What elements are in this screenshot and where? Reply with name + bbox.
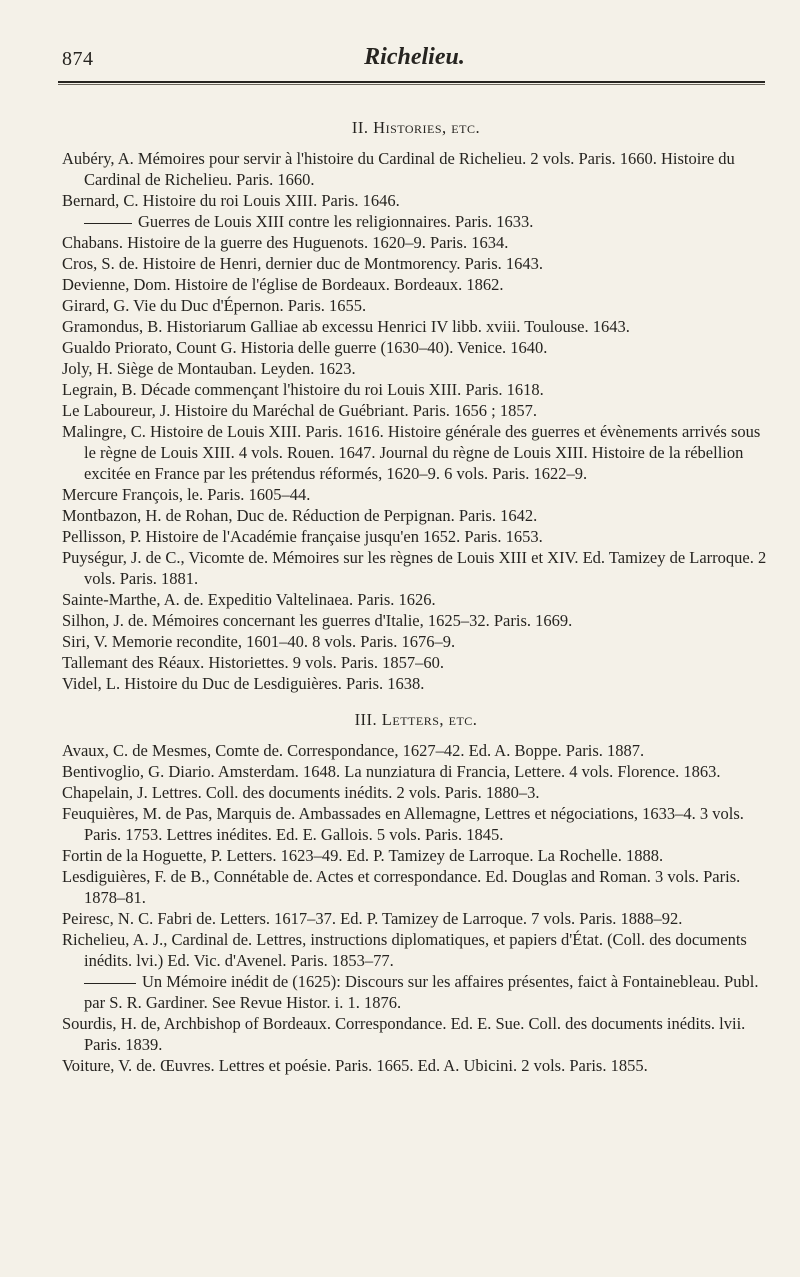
entry-text: Montbazon, H. de Rohan, Duc de. Réduction de Perpignan. Paris. 1642. [62,506,538,525]
bibliography [62,118,770,1092]
bibliography-entry [62,253,770,274]
entry-text: Malingre, C. Histoire de Louis XIII. Paris. 1616. Histoire générale des guerres et évènements arrivés sous le règne de Louis XIII. 4 vols. Rouen. 1647. Journal du règne de Louis XIII. Histoire de la rébellion excitée en France par les prétendus réformés, 1620–9. 6 vols. Paris. 1622–9. [62,422,761,483]
bibliography-entry [62,652,770,673]
bibliography-entry [62,190,770,211]
entry-text: Voiture, V. de. Œuvres. Lettres et poésie. Paris. 1665. Ed. A. Ubicini. 2 vols. Paris. 1855. [62,1056,648,1075]
entry-text: Peiresc, N. C. Fabri de. Letters. 1617–37. Ed. P. Tamizey de Larroque. 7 vols. Paris. 1888–92. [62,909,683,928]
entry-text: Gualdo Priorato, Count G. Historia delle guerre (1630–40). Venice. 1640. [62,338,548,357]
entry-text: Cros, S. de. Histoire de Henri, dernier duc de Montmorency. Paris. 1643. [62,254,543,273]
ditto-dash [84,983,136,984]
page-header [52,18,777,78]
bibliography-entry [62,148,770,190]
entry-text: Puységur, J. de C., Vicomte de. Mémoires sur les règnes de Louis XIII et XIV. Ed. Tamizey de Larroque. 2 vols. Paris. 1881. [62,548,767,588]
section-heading: II. Histories, etc. [351,118,481,137]
entry-text: Joly, H. Siège de Montauban. Leyden. 1623. [62,359,356,378]
entry-text: Feuquières, M. de Pas, Marquis de. Ambassades en Allemagne, Lettres et négociations, 1633–4. 3 vols. Paris. 1753. Lettres inédites. Ed. E. Gallois. 5 vols. Paris. 1845. [62,804,744,844]
section-heading: III. Letters, etc. [354,710,478,729]
entry-text: Mercure François, le. Paris. 1605–44. [62,485,311,504]
bibliography-entry [62,845,770,866]
bibliography-entry [62,526,770,547]
running-title: Richelieu. [364,44,465,70]
entry-text: Legrain, B. Décade commençant l'histoire du roi Louis XIII. Paris. 1618. [62,380,544,399]
entry-text: Pellisson, P. Histoire de l'Académie française jusqu'en 1652. Paris. 1653. [62,527,543,546]
bibliography-entry [62,908,770,929]
entry-text: Tallemant des Réaux. Historiettes. 9 vols. Paris. 1857–60. [62,653,444,672]
entry-text: Gramondus, B. Historiarum Galliae ab excessu Henrici IV libb. xviii. Toulouse. 1643. [62,317,630,336]
bibliography-entry [62,484,770,505]
entry-text: Lesdiguières, F. de B., Connétable de. Actes et correspondance. Ed. Douglas and Roman. 3 vols. Paris. 1878–81. [62,867,741,907]
header-rule-thin [58,84,765,85]
bibliography-entry [62,547,770,589]
bibliography-entry [62,274,770,295]
page-number: 874 [62,48,94,70]
entry-text: Videl, L. Histoire du Duc de Lesdiguières. Paris. 1638. [62,674,425,693]
bibliography-entry [62,379,770,400]
entry-text: Guerres de Louis XIII contre les religionnaires. Paris. 1633. [138,212,534,231]
entry-text: Bernard, C. Histoire du roi Louis XIII. Paris. 1646. [62,191,400,210]
bibliography-entry [62,589,770,610]
entry-text: Aubéry, A. Mémoires pour servir à l'histoire du Cardinal de Richelieu. 2 vols. Paris. 1660. Histoire du Cardinal de Richelieu. Paris. 1660. [62,149,735,189]
bibliography-entry [62,803,770,845]
entry-text: Fortin de la Hoguette, P. Letters. 1623–49. Ed. P. Tamizey de Larroque. La Rochelle. 1888. [62,846,664,865]
entry-text: Avaux, C. de Mesmes, Comte de. Correspondance, 1627–42. Ed. A. Boppe. Paris. 1887. [62,741,645,760]
bibliography-entry [62,316,770,337]
entry-text: Sourdis, H. de, Archbishop of Bordeaux. Correspondance. Ed. E. Sue. Coll. des documents inédits. lvii. Paris. 1839. [62,1014,746,1054]
bibliography-entry [62,782,770,803]
entry-text: Silhon, J. de. Mémoires concernant les guerres d'Italie, 1625–32. Paris. 1669. [62,611,573,630]
bibliography-entry [62,740,770,761]
entry-text: Chabans. Histoire de la guerre des Huguenots. 1620–9. Paris. 1634. [62,233,509,252]
bibliography-entry [62,1013,770,1055]
entry-text: Sainte-Marthe, A. de. Expeditio Valtelinaea. Paris. 1626. [62,590,436,609]
entry-text: Le Laboureur, J. Histoire du Maréchal de Guébriant. Paris. 1656 ; 1857. [62,401,537,420]
bibliography-entry [62,358,770,379]
bibliography-entry [62,971,770,1013]
bibliography-entry [62,866,770,908]
bibliography-entry [62,295,770,316]
entry-text: Girard, G. Vie du Duc d'Épernon. Paris. 1655. [62,296,367,315]
bibliography-section [62,118,770,694]
entry-text: Siri, V. Memorie recondite, 1601–40. 8 vols. Paris. 1676–9. [62,632,456,651]
entry-text: Bentivoglio, G. Diario. Amsterdam. 1648. La nunziatura di Francia, Lettere. 4 vols. Florence. 1863. [62,762,721,781]
bibliography-entry [62,631,770,652]
bibliography-entry [62,400,770,421]
bibliography-entry [62,673,770,694]
entry-text: Chapelain, J. Lettres. Coll. des documents inédits. 2 vols. Paris. 1880–3. [62,783,540,802]
ditto-dash [84,223,132,224]
bibliography-entry [62,421,770,484]
header-rule [58,81,765,83]
bibliography-entry [62,337,770,358]
entry-text: Devienne, Dom. Histoire de l'église de Bordeaux. Bordeaux. 1862. [62,275,504,294]
entry-text: Un Mémoire inédit de (1625): Discours sur les affaires présentes, faict à Fontainebleau. Publ. par S. R. Gardiner. See Revue Histor. i. 1. 1876. [84,972,759,1012]
bibliography-section [62,710,770,1076]
bibliography-entry [62,232,770,253]
bibliography-entry [62,610,770,631]
bibliography-entry [62,505,770,526]
bibliography-entry [62,211,770,232]
bibliography-entry [62,929,770,971]
bibliography-entry [62,1055,770,1076]
entry-text: Richelieu, A. J., Cardinal de. Lettres, instructions diplomatiques, et papiers d'État. (Coll. des documents inédits. lvi.) Ed. Vic. d'Avenel. Paris. 1853–77. [62,930,747,970]
bibliography-entry [62,761,770,782]
